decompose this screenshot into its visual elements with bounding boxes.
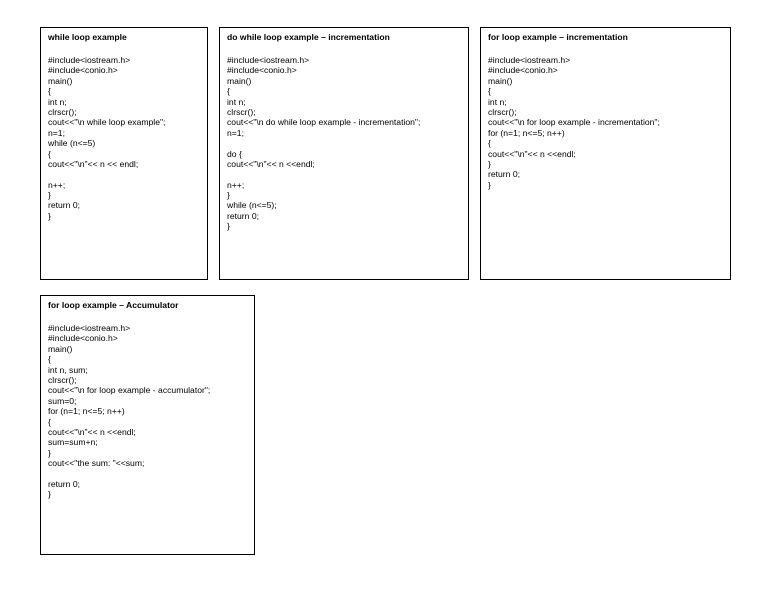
code-line: cout<<"\n for loop example - incrementation"; xyxy=(488,117,660,128)
code-line: } xyxy=(48,190,51,201)
code-line: } xyxy=(48,489,51,500)
code-line: sum=0; xyxy=(48,395,77,406)
code-line: #include<conio.h> xyxy=(488,65,558,76)
code-line: int n; xyxy=(488,96,507,107)
box-title: for loop example – incrementation xyxy=(488,32,628,42)
code-line: #include<iostream.h> xyxy=(227,55,310,65)
code-line: main() xyxy=(48,75,73,86)
code-line: { xyxy=(48,86,51,97)
code-line: clrscr(); xyxy=(488,106,517,117)
code-line: { xyxy=(488,86,491,97)
code-line: while (n<=5) xyxy=(48,138,96,149)
code-line: } xyxy=(48,210,51,221)
code-line: while (n<=5); xyxy=(227,200,277,211)
code-line xyxy=(227,138,461,148)
code-line: return 0; xyxy=(48,478,81,489)
code-line: #include<iostream.h> xyxy=(488,55,571,65)
code-line: { xyxy=(488,138,491,149)
code-line: return 0; xyxy=(488,169,521,180)
code-line: { xyxy=(48,354,51,365)
code-line: n=1; xyxy=(48,127,65,138)
code-line: n++; xyxy=(227,179,245,190)
code-line: #include<iostream.h> xyxy=(48,55,131,65)
code-line xyxy=(48,169,200,179)
code-line: int n; xyxy=(48,96,67,107)
box-title: while loop example xyxy=(48,32,127,42)
code-line: cout<<"the sum: "<<sum; xyxy=(48,458,145,469)
do-while-loop-example-box xyxy=(219,27,469,280)
while-loop-example-box xyxy=(40,27,208,280)
code-block xyxy=(48,323,247,500)
code-line: sum=sum+n; xyxy=(48,437,98,448)
code-line: do { xyxy=(227,148,242,159)
code-line: clrscr(); xyxy=(48,374,77,385)
code-line: int n; xyxy=(227,96,246,107)
code-line: #include<conio.h> xyxy=(48,65,118,76)
code-line: n++; xyxy=(48,179,66,190)
code-line: cout<<"\n"<< n <<endl; xyxy=(488,148,576,159)
code-line: return 0; xyxy=(227,210,260,221)
code-line: cout<<"\n do while loop example - incrementation"; xyxy=(227,117,421,128)
code-line: } xyxy=(227,190,230,201)
code-line: { xyxy=(227,86,230,97)
code-line: main() xyxy=(48,343,73,354)
code-block xyxy=(488,55,723,190)
code-line: main() xyxy=(488,75,513,86)
code-line: cout<<"\n for loop example - accumulator"; xyxy=(48,385,211,396)
code-line: clrscr(); xyxy=(48,106,77,117)
box-title: do while loop example – incrementation xyxy=(227,32,390,42)
box-title: for loop example – Accumulator xyxy=(48,300,179,310)
code-line: for (n=1; n<=5; n++) xyxy=(48,406,125,417)
code-block xyxy=(227,55,461,232)
code-line: for (n=1; n<=5; n++) xyxy=(488,127,565,138)
code-line: cout<<"\n"<< n << endl; xyxy=(48,158,139,169)
code-line: { xyxy=(48,148,51,159)
code-line: } xyxy=(48,447,51,458)
code-line: cout<<"\n while loop example"; xyxy=(48,117,166,128)
code-line: } xyxy=(488,158,491,169)
code-line xyxy=(48,468,247,478)
code-block xyxy=(48,55,200,221)
for-loop-accumulator-box xyxy=(40,295,255,555)
code-line: } xyxy=(488,179,491,190)
code-line: { xyxy=(48,416,51,427)
code-line: return 0; xyxy=(48,200,81,211)
code-line: #include<conio.h> xyxy=(48,333,118,344)
for-loop-incrementation-box xyxy=(480,27,731,280)
code-line: #include<conio.h> xyxy=(227,65,297,76)
code-line: int n, sum; xyxy=(48,364,88,375)
code-line: n=1; xyxy=(227,127,244,138)
code-line xyxy=(227,169,461,179)
code-line: clrscr(); xyxy=(227,106,256,117)
code-line: #include<iostream.h> xyxy=(48,323,131,333)
code-line: main() xyxy=(227,75,252,86)
code-line: } xyxy=(227,221,230,232)
code-line: cout<<"\n"<< n <<endl; xyxy=(227,158,315,169)
code-line: cout<<"\n"<< n <<endl; xyxy=(48,426,136,437)
